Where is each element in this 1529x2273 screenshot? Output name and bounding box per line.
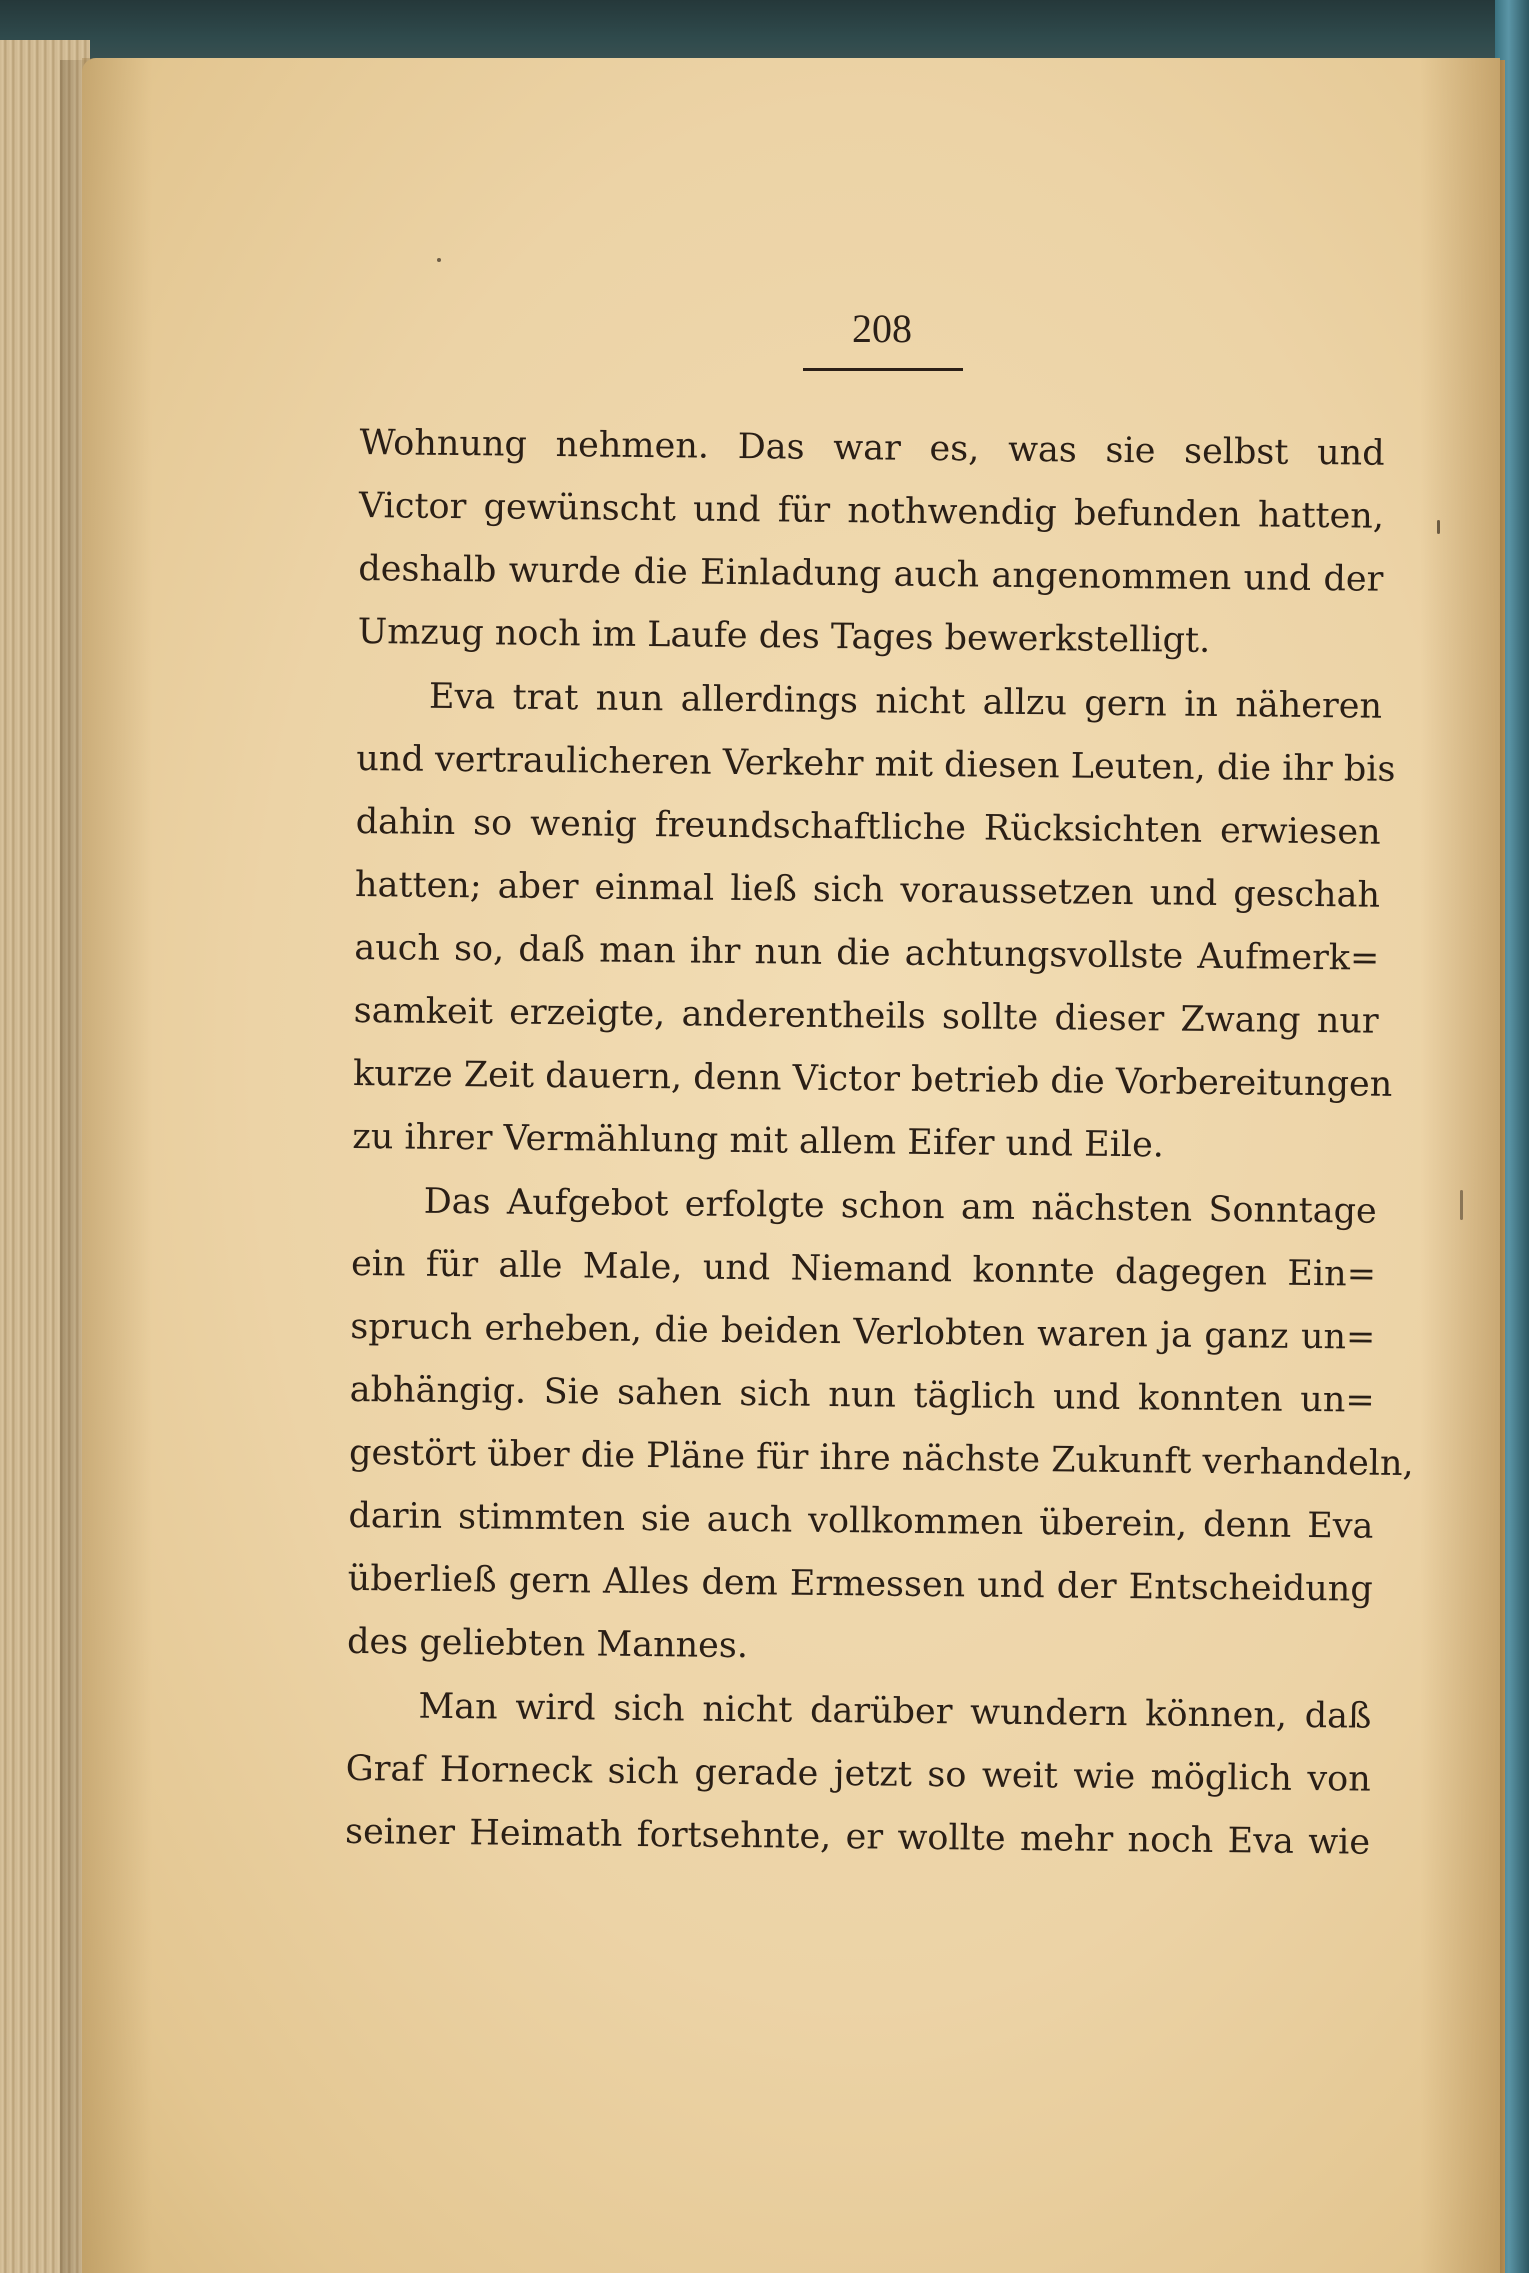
- page-number: 208: [852, 306, 912, 351]
- text-line: Umzug noch im Laufe des Tages bewerkstelligt.: [357, 611, 1211, 661]
- paragraph: [352, 665, 1396, 1180]
- text-line: dahin so wenig freundschaftliche Rücksichten erwiesen: [355, 801, 1381, 853]
- text-line: seiner Heimath fortsehnte, er wollte mehr noch Eva wie: [344, 1811, 1371, 1863]
- page-number-rule: [803, 368, 963, 371]
- paper-mark: [1437, 520, 1440, 534]
- paragraph: [357, 412, 1385, 675]
- text-line: und vertraulicheren Verkehr mit diesen Leuten, die ihr bis: [356, 738, 1396, 790]
- text-line: samkeit erzeigte, anderentheils sollte dieser Zwang nur: [353, 990, 1379, 1042]
- page-edge-tone: [1420, 58, 1500, 2273]
- text-line: zu ihrer Vermählung mit allem Eifer und Eile.: [352, 1116, 1165, 1166]
- text-line: gestört über die Pläne für ihre nächste Zukunft verhandeln,: [348, 1432, 1414, 1485]
- body-text: [344, 412, 1414, 1875]
- text-line: spruch erheben, die beiden Verlobten waren ja ganz un=: [350, 1306, 1376, 1358]
- text-line: Man wird sich nicht darüber wundern können, daß: [418, 1686, 1372, 1737]
- text-line: auch so, daß man ihr nun die achtungsvollste Aufmerk=: [354, 927, 1380, 979]
- text-line: Das Aufgebot erfolgte schon am nächsten Sonntage: [423, 1181, 1377, 1232]
- text-line: des geliebten Mannes.: [346, 1621, 749, 1667]
- text-line: hatten; aber einmal ließ sich voraussetzen und geschah: [354, 864, 1381, 916]
- text-line: darin stimmten sie auch vollkommen überein, denn Eva: [348, 1495, 1374, 1547]
- text-line: Eva trat nun allerdings nicht allzu gern in näheren: [428, 676, 1383, 727]
- text-line: abhängig. Sie sahen sich nun täglich und konnten un=: [349, 1369, 1375, 1421]
- text-line: deshalb wurde die Einladung auch angenommen und der: [358, 548, 1384, 600]
- text-line: ein für alle Male, und Niemand konnte dagegen Ein=: [350, 1243, 1377, 1295]
- paper-mark: [1460, 1190, 1463, 1220]
- text-line: Victor gewünscht und für nothwendig befunden hatten,: [358, 485, 1385, 537]
- text-line: Wohnung nehmen. Das war es, was sie selbst und: [359, 422, 1385, 474]
- text-line: kurze Zeit dauern, denn Victor betrieb die Vorbereitungen: [352, 1053, 1393, 1105]
- page-gutter-shadow: [82, 58, 152, 2273]
- text-line: überließ gern Alles dem Ermessen und der Entscheidung: [347, 1558, 1373, 1610]
- paragraph: [345, 1675, 1372, 1875]
- text-line: Graf Horneck sich gerade jetzt so weit wie möglich von: [345, 1748, 1371, 1800]
- paper-speck: [437, 258, 441, 262]
- paragraph: [346, 1170, 1414, 1685]
